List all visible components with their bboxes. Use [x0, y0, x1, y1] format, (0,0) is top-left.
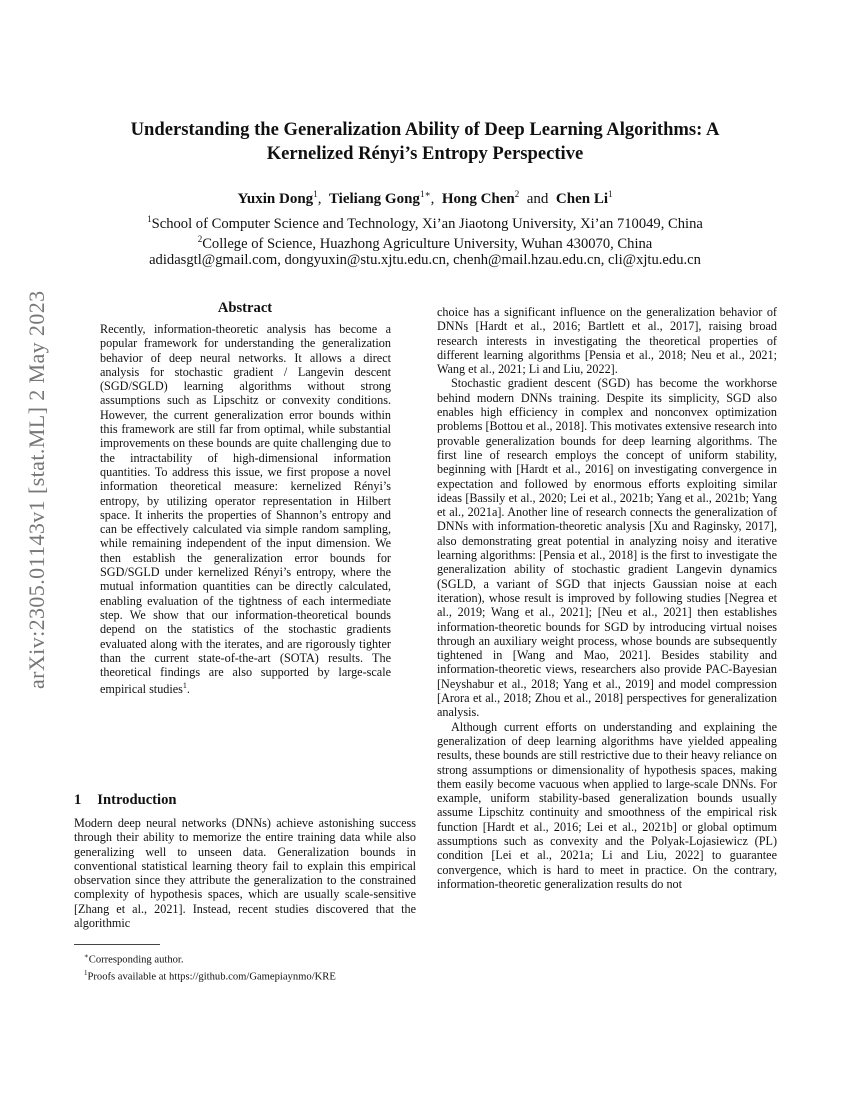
author-name: Tieliang Gong	[328, 191, 420, 207]
author-and: and	[526, 191, 549, 207]
abstract-heading: Abstract	[217, 300, 273, 316]
author-emails: adidasgtl@gmail.com, dongyuxin@stu.xjtu.edu.cn, chenh@mail.hzau.edu.cn, cli@xjtu.edu.cn	[149, 252, 701, 268]
author-mark: 1∗	[419, 189, 431, 199]
affiliation-text: College of Science, Huazhong Agriculture University, Wuhan 430070, China	[202, 235, 653, 252]
author-list	[80, 184, 770, 209]
paper-title	[80, 118, 770, 166]
footnote-mark: 1	[182, 681, 187, 691]
section-heading	[74, 792, 193, 809]
abstract-body	[100, 322, 391, 697]
body-paragraph: choice has a significant influence on the generalization behavior of DNNs [Hardt et al., 2016; Bartlett et al., 2017], raising broad research interests in investigating the theoretical properties of different learning algorithms [Pensia et al., 2018; Neu et al., 2021; Wang et al., 2021; Li and Liu, 2022].	[437, 305, 777, 377]
section-number: 1	[74, 792, 82, 808]
affiliation-mark: 2	[197, 234, 203, 244]
title-line-1: Understanding the Generalization Ability of Deep Learning Algorithms: A	[130, 119, 720, 140]
affiliation-text: School of Computer Science and Technology, Xi’an Jiaotong University, Xi’an 710049, China	[151, 215, 703, 232]
abstract-text: Recently, information-theoretic analysis has become a popular framework for understanding the generalization behavior of deep neural networks. It allows a direct analysis for stochastic gradient / Langevin descent (SGD/SGLD) learning algorithms without strong assumptions such as Lipschitz or convexity conditions. However, the current generalization error bounds within this framework are still far from optimal, while substantial improvements on these bounds are quite challenging due to the intractability of high-dimensional information quantities. To address this issue, we first propose a novel information theoretical measure: kernelized Rényi’s entropy, by utilizing operator representation in Hilbert space. It inherits the properties of Shannon’s entropy and can be effectively calculated via simple random sampling, while remaining independent of the input dimension. We then establish the generalization error bounds for SGD/SGLD under kernelized Rényi’s entropy, where the mutual information quantities can be directly calculated, enabling evaluation of the tightness of each intermediate step. We show that our information-theoretical bounds depend on the statistics of the stochastic gradients evaluated along with the iterates, and are rigorously tighter than the current state-of-the-art (SOTA) results. The theoretical findings are also supported by large-scale empirical studies	[100, 322, 391, 697]
introduction-body	[74, 816, 416, 930]
author-mark: 2	[514, 189, 520, 199]
author-name: Hong Chen	[441, 191, 515, 207]
author-mark: 1	[608, 189, 613, 199]
author-mark: 1	[313, 189, 318, 199]
footnotes	[74, 950, 416, 983]
affiliation-2	[80, 230, 770, 253]
affiliation-mark: 1	[147, 214, 152, 224]
author-separator: ,	[430, 191, 435, 207]
author-name: Chen Li	[555, 191, 609, 207]
footnote-1	[74, 950, 416, 967]
footnote-divider	[74, 944, 160, 945]
abstract-end: .	[186, 682, 190, 697]
body-paragraph: Although current efforts on understanding and explaining the generalization of deep learning algorithms have yielded appealing results, these bounds are still restrictive due to their heavy reliance on strong assumptions or dimensionality of hypothesis spaces, making them easily become vacuous when applied to large-scale DNNs. For example, uniform stability-based generalization bounds usually assume Lipschitz continuity and smoothness of the empirical risk function [Hardt et al., 2016; Lei et al., 2021b] or global optimum assumptions such as convexity and the Polyak-Lojasiewicz (PL) condition [Lei et al., 2021a; Li and Liu, 2022] to guarantee convergence, which is hard to meet in practice. On the contrary, information-theoretic generalization results do not	[437, 719, 777, 891]
section-title: Introduction	[97, 792, 177, 808]
author-separator: ,	[317, 191, 322, 207]
arxiv-identifier: arXiv:2305.01143v1 [stat.ML] 2 May 2023	[24, 290, 49, 690]
footnote-text: Proofs available at https://github.com/Gamepiaynmo/KRE	[87, 971, 336, 983]
body-paragraph: Stochastic gradient descent (SGD) has become the workhorse behind modern DNNs training. Despite its simplicity, SGD also enables high efficiency in complex and nonconvex optimization problems [Bottou et al., 2018]. This motivates extensive research into provable generalization bounds for deep learning algorithms. The first line of research employs the concept of uniform stability, beginning with [Hardt et al., 2016] on investigating convergence in expectation and followed by enormous efforts exploiting similar ideas [Bassily et al., 2020; Lei et al., 2021b; Yang et al., 2021b; Yang et al., 2021a]. Another line of research connects the generalization of DNNs with information-theoretic analysis [Xu and Raginsky, 2017], also demonstrating great potential in analyzing noisy and iterative learning algorithms: [Pensia et al., 2018] is the first to investigate the generalization ability of stochastic gradient Langevin dynamics (SGLD, a variant of SGD that injects Gaussian noise at each iteration), whose result is improved by following studies [Negrea et al., 2019; Wang et al., 2021]; [Neu et al., 2021] then establishes information-theoretic bounds for SGD by introducing virtual noises through an auxiliary weight process, whose bounds are subsequently tightened in [Wang and Mao, 2021]. Besides stability and information-theoretic views, researchers also provide PAC-Bayesian [Neyshabur et al., 2018; Yang et al., 2019] and model compression [Arora et al., 2018; Zhou et al., 2018] perspectives for generalization analysis.	[437, 376, 777, 720]
right-column	[437, 305, 777, 891]
footnote-2	[74, 967, 416, 984]
author-name: Yuxin Dong	[237, 191, 314, 207]
footnote-text: Corresponding author.	[88, 954, 184, 966]
title-line-2: Kernelized Rényi’s Entropy Perspective	[266, 143, 584, 164]
intro-paragraph: Modern deep neural networks (DNNs) achieve astonishing success through their ability to memorize the entire training data while also generalizing well to unseen data. Generalization bounds in conventional statistical learning theory fail to explain this empirical observation since they attribute the generalization to the constrained complexity of hypothesis spaces, which are usually scale-sensitive [Zhang et al., 2021]. Instead, recent studies discovered that the algorithmic	[74, 816, 416, 931]
footnote-mark: ∗	[84, 952, 89, 960]
footnote-mark: 1	[84, 968, 88, 977]
